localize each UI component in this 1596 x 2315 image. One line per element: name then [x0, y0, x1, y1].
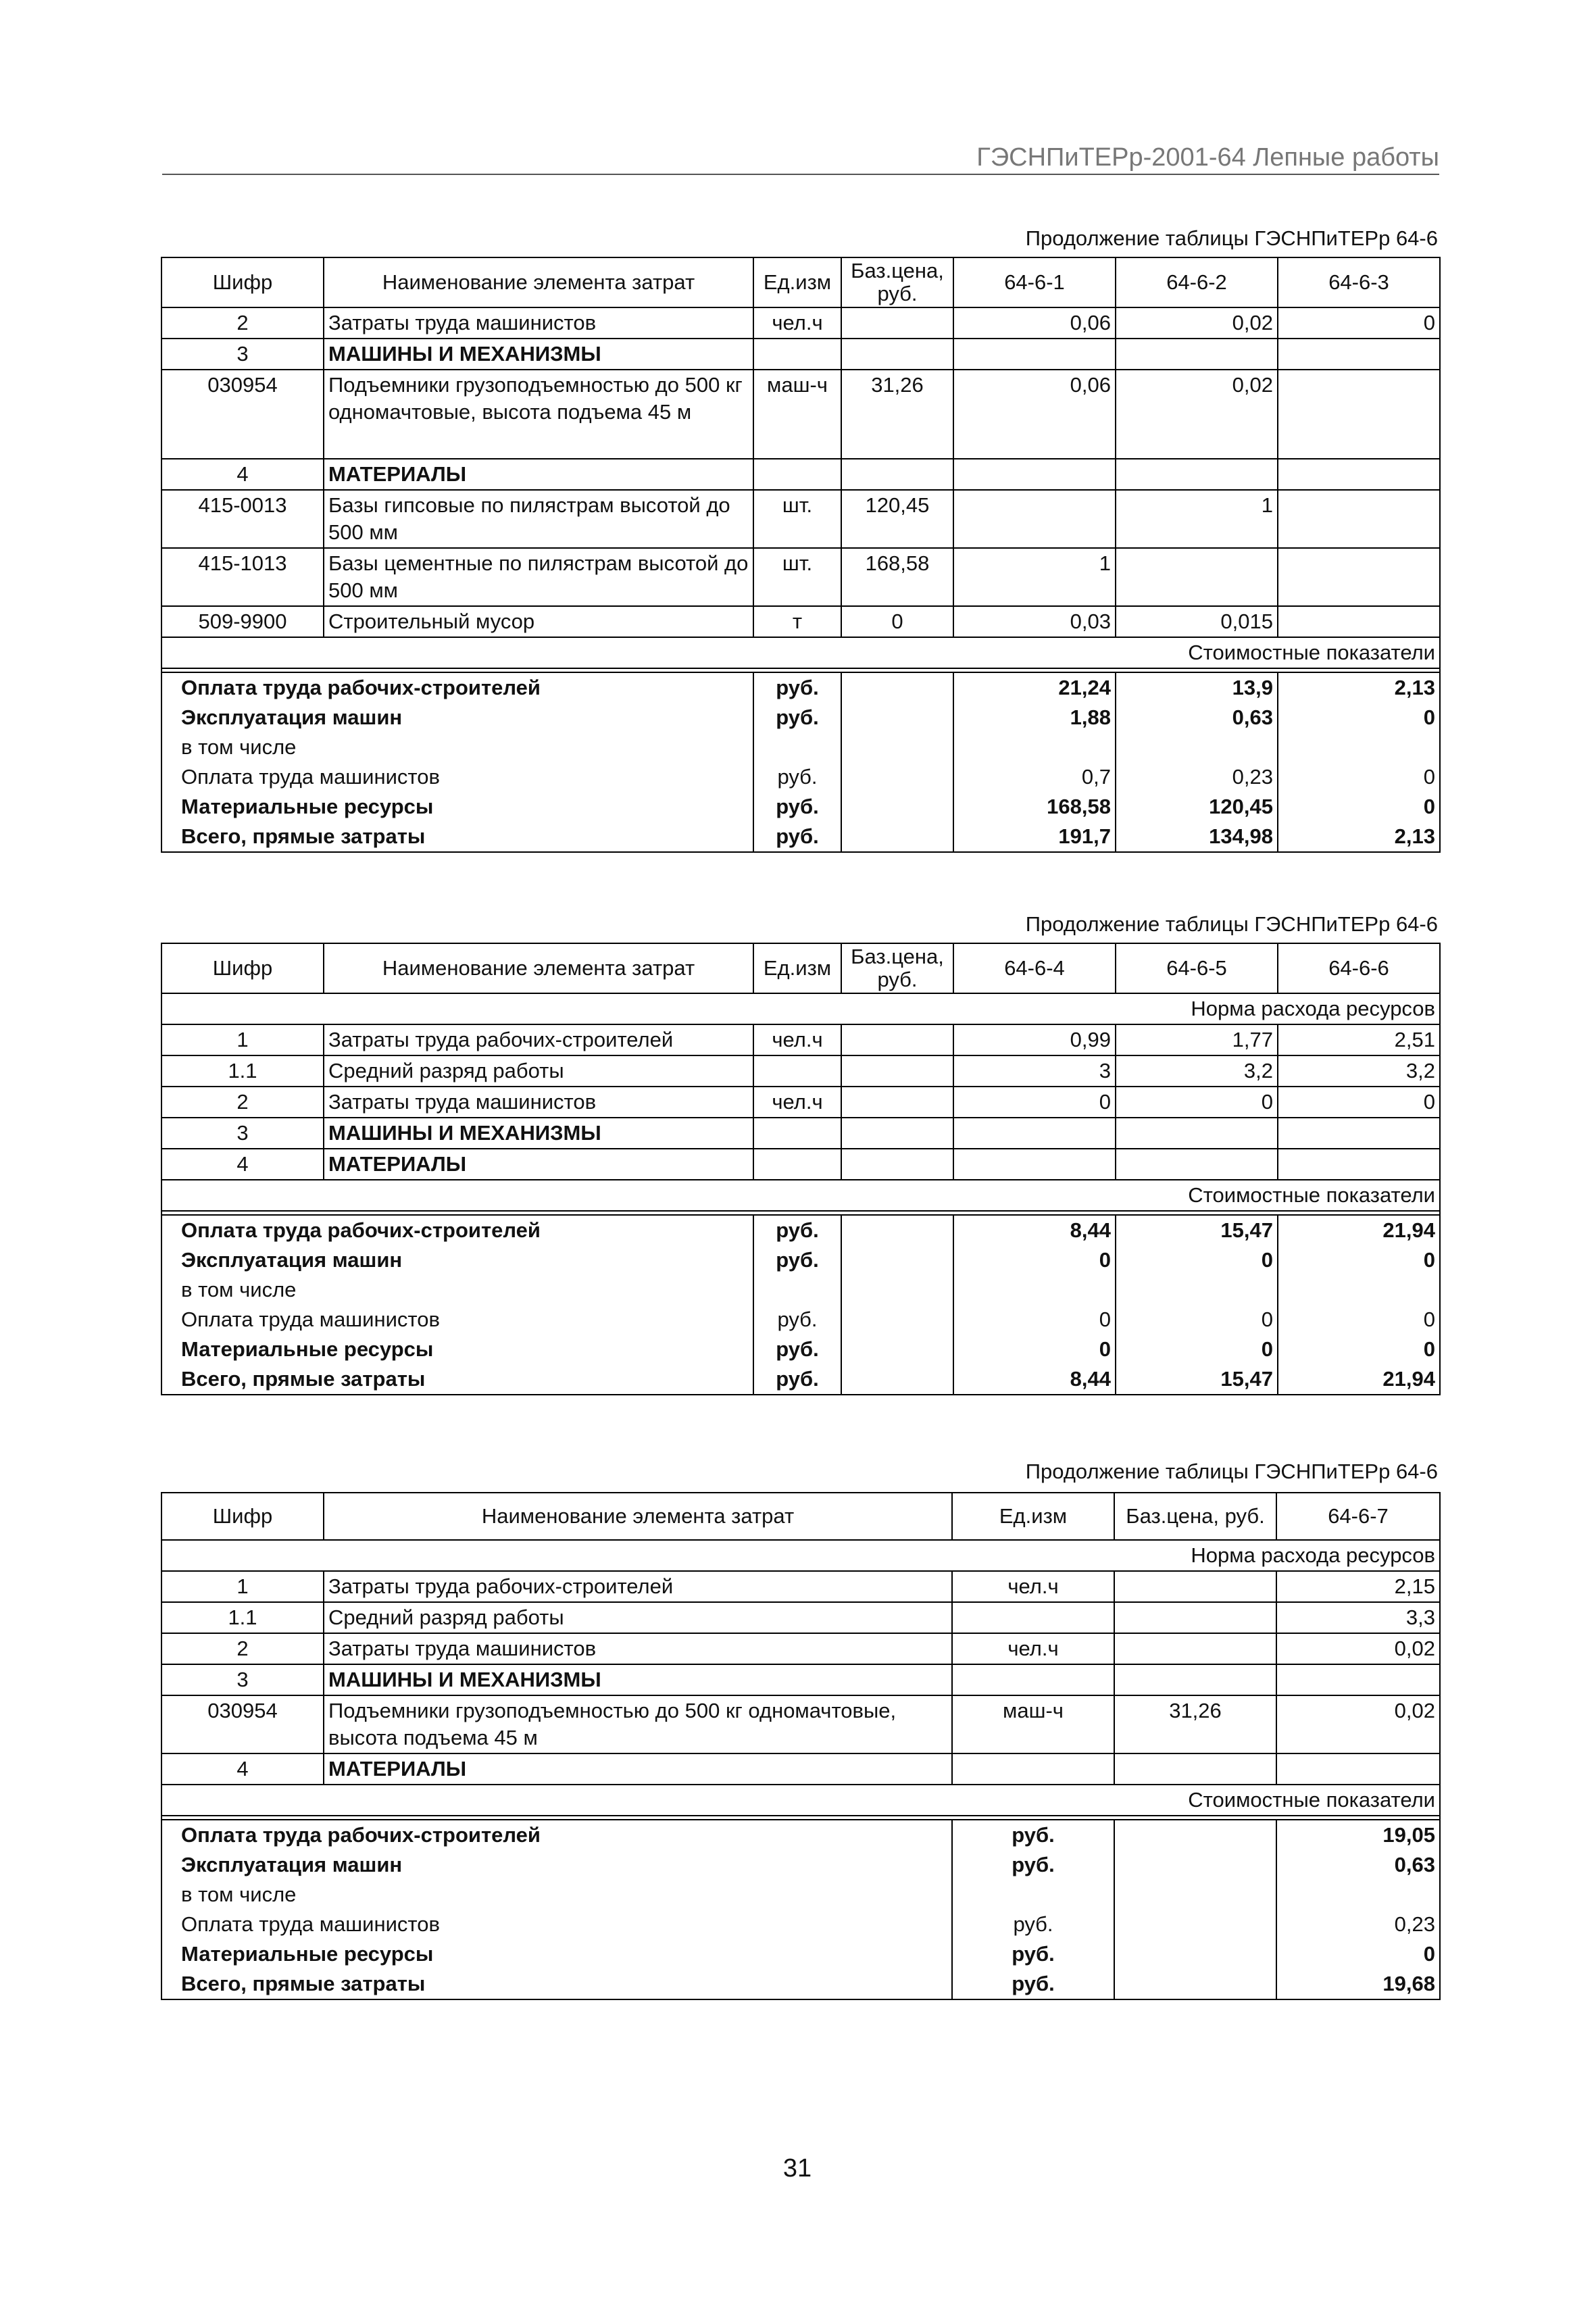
col-header-unit: Ед.изм [753, 943, 841, 993]
empty-cell [841, 762, 953, 792]
cost-unit: руб. [753, 792, 841, 822]
price-cell [841, 1024, 953, 1055]
value-cell [1278, 548, 1440, 606]
code-cell: 030954 [161, 370, 324, 459]
code-cell: 030954 [161, 1695, 324, 1753]
value-cell: 0,02 [1116, 307, 1278, 339]
norm-label-row [161, 1540, 1440, 1571]
cost-row [161, 703, 1440, 732]
col-header-unit: Ед.изм [753, 257, 841, 307]
price-cell [841, 1087, 953, 1118]
col-header-64-6-3: 64-6-3 [1278, 257, 1440, 307]
cost-label: Оплата труда машинистов [161, 762, 753, 792]
col-header-64-6-5: 64-6-5 [1116, 943, 1278, 993]
cost-label: Материальные ресурсы [161, 1335, 753, 1364]
col-header-name: Наименование элемента затрат [324, 1493, 952, 1540]
cost-value [953, 1275, 1116, 1305]
price-cell [841, 339, 953, 370]
value-cell [953, 1149, 1116, 1180]
cost-value: 120,45 [1116, 792, 1278, 822]
cost-label: в том числе [161, 1880, 952, 1910]
page-number: 31 [782, 2154, 812, 2183]
name-cell: Средний разряд работы [324, 1602, 952, 1633]
cost-value: 21,94 [1278, 1215, 1440, 1245]
cost-label: Эксплуатация машин [161, 1245, 753, 1275]
cost-value: 134,98 [1116, 822, 1278, 852]
cost-indicators-label: Стоимостные показатели [161, 637, 1440, 668]
table1 [161, 257, 1441, 853]
cost-value: 13,9 [1116, 672, 1278, 703]
table-row [161, 1024, 1440, 1055]
price-cell: 168,58 [841, 548, 953, 606]
running-header: ГЭСНПиТЕРр-2001-64 Лепные работы [162, 143, 1439, 175]
section-title: МАШИНЫ И МЕХАНИЗМЫ [324, 1664, 952, 1695]
empty-cell [841, 792, 953, 822]
cost-value [1278, 732, 1440, 762]
cost-unit: руб. [952, 1969, 1114, 1999]
empty-cell [841, 672, 953, 703]
code-cell: 2 [161, 307, 324, 339]
value-cell: 0 [1116, 1087, 1278, 1118]
table-row [161, 1695, 1440, 1753]
unit-cell [952, 1602, 1114, 1633]
cost-label: Всего, прямые затраты [161, 1364, 753, 1395]
cost-label: Оплата труда рабочих-строителей [161, 672, 753, 703]
section-label-row [161, 1180, 1440, 1211]
price-cell [1114, 1633, 1276, 1664]
value-cell: 0,03 [953, 606, 1116, 637]
code-cell: 3 [161, 1664, 324, 1695]
name-cell: Средний разряд работы [324, 1055, 753, 1087]
cost-value [1278, 1275, 1440, 1305]
unit-cell: чел.ч [753, 1024, 841, 1055]
cost-row [161, 792, 1440, 822]
section-label-row [161, 1785, 1440, 1816]
code-cell: 1.1 [161, 1055, 324, 1087]
cost-label: Эксплуатация машин [161, 1850, 952, 1880]
value-cell [1278, 370, 1440, 459]
table-row [161, 1633, 1440, 1664]
value-cell: 0,015 [1116, 606, 1278, 637]
cost-label: Всего, прямые затраты [161, 822, 753, 852]
cost-value [1116, 732, 1278, 762]
cost-unit: руб. [952, 1939, 1114, 1969]
cost-value [1276, 1880, 1440, 1910]
table2-caption: Продолжение таблицы ГЭСНПиТЕРр 64-6 [1025, 912, 1438, 936]
col-header-code: Шифр [161, 1493, 324, 1540]
unit-cell [753, 1118, 841, 1149]
value-cell: 0,02 [1276, 1695, 1440, 1753]
table-row [161, 606, 1440, 637]
cost-row [161, 672, 1440, 703]
table3-header-row [161, 1493, 1440, 1540]
table-row [161, 1149, 1440, 1180]
cost-value: 0 [1278, 1305, 1440, 1335]
col-header-64-6-4: 64-6-4 [953, 943, 1116, 993]
empty-cell [1114, 1880, 1276, 1910]
cost-unit: руб. [753, 1245, 841, 1275]
cost-value: 0,23 [1276, 1910, 1440, 1939]
cost-unit: руб. [753, 822, 841, 852]
cost-indicators-label: Стоимостные показатели [161, 1180, 1440, 1211]
price-cell: 31,26 [1114, 1695, 1276, 1753]
empty-cell [841, 822, 953, 852]
col-header-64-6-1: 64-6-1 [953, 257, 1116, 307]
norm-label: Норма расхода ресурсов [161, 1540, 1440, 1571]
name-cell: Затраты труда рабочих-строителей [324, 1571, 952, 1602]
price-cell [1114, 1664, 1276, 1695]
norm-label-row [161, 993, 1440, 1024]
unit-cell [753, 1149, 841, 1180]
cost-row [161, 1820, 1440, 1850]
unit-cell [753, 1055, 841, 1087]
cost-value: 8,44 [953, 1364, 1116, 1395]
cost-row [161, 1364, 1440, 1395]
price-cell [1114, 1753, 1276, 1785]
cost-label: в том числе [161, 1275, 753, 1305]
cost-value: 168,58 [953, 792, 1116, 822]
code-cell: 415-1013 [161, 548, 324, 606]
value-cell [1278, 1118, 1440, 1149]
code-cell: 4 [161, 459, 324, 490]
cost-row [161, 1969, 1440, 1999]
unit-cell [753, 459, 841, 490]
empty-cell [841, 1245, 953, 1275]
cost-value: 0 [1278, 1335, 1440, 1364]
cost-indicators-label: Стоимостные показатели [161, 1785, 1440, 1816]
value-cell: 0,99 [953, 1024, 1116, 1055]
value-cell [1116, 1149, 1278, 1180]
table-row [161, 548, 1440, 606]
unit-cell: чел.ч [753, 1087, 841, 1118]
value-cell: 2,15 [1276, 1571, 1440, 1602]
empty-cell [841, 1215, 953, 1245]
value-cell [953, 1118, 1116, 1149]
cost-value: 21,94 [1278, 1364, 1440, 1395]
name-cell: Строительный мусор [324, 606, 753, 637]
price-cell [1114, 1571, 1276, 1602]
cost-unit [952, 1880, 1114, 1910]
code-cell: 509-9900 [161, 606, 324, 637]
empty-cell [841, 732, 953, 762]
value-cell [1116, 339, 1278, 370]
price-cell [1114, 1602, 1276, 1633]
unit-cell [952, 1753, 1114, 1785]
cost-unit: руб. [753, 1305, 841, 1335]
table-row [161, 459, 1440, 490]
cost-label: Всего, прямые затраты [161, 1969, 952, 1999]
col-header-name: Наименование элемента затрат [324, 943, 753, 993]
table-row [161, 1571, 1440, 1602]
table-row [161, 1118, 1440, 1149]
value-cell [1116, 548, 1278, 606]
col-header-code: Шифр [161, 943, 324, 993]
cost-value: 0 [1278, 1245, 1440, 1275]
section-label-row [161, 637, 1440, 668]
col-header-price: Баз.цена, руб. [841, 943, 953, 993]
unit-cell: т [753, 606, 841, 637]
table1-header-row [161, 257, 1440, 307]
section-title: МАШИНЫ И МЕХАНИЗМЫ [324, 1118, 753, 1149]
value-cell [1276, 1664, 1440, 1695]
table3-caption: Продолжение таблицы ГЭСНПиТЕРр 64-6 [1025, 1460, 1438, 1483]
cost-value: 0 [953, 1305, 1116, 1335]
empty-cell [841, 1275, 953, 1305]
name-cell: Подъемники грузоподъемностью до 500 кг одномачтовые, высота подъема 45 м [324, 370, 753, 459]
table-row [161, 307, 1440, 339]
cost-value: 19,05 [1276, 1820, 1440, 1850]
code-cell: 3 [161, 1118, 324, 1149]
empty-cell [1114, 1939, 1276, 1969]
value-cell: 0 [953, 1087, 1116, 1118]
price-cell: 0 [841, 606, 953, 637]
cost-value [1116, 1275, 1278, 1305]
table-row [161, 490, 1440, 548]
cost-label: Оплата труда машинистов [161, 1910, 952, 1939]
table2-header-row [161, 943, 1440, 993]
table1-caption: Продолжение таблицы ГЭСНПиТЕРр 64-6 [1025, 226, 1438, 250]
cost-value: 0,63 [1116, 703, 1278, 732]
col-header-64-6-7: 64-6-7 [1276, 1493, 1440, 1540]
name-cell: Базы гипсовые по пилястрам высотой до 500 мм [324, 490, 753, 548]
cost-unit: руб. [753, 762, 841, 792]
cost-value: 1,88 [953, 703, 1116, 732]
cost-unit: руб. [753, 672, 841, 703]
value-cell [1278, 1149, 1440, 1180]
value-cell: 1 [953, 548, 1116, 606]
value-cell [1276, 1753, 1440, 1785]
code-cell: 1 [161, 1571, 324, 1602]
value-cell: 3,3 [1276, 1602, 1440, 1633]
value-cell: 0 [1278, 307, 1440, 339]
empty-cell [841, 1364, 953, 1395]
cost-value: 0 [1278, 762, 1440, 792]
value-cell [1278, 490, 1440, 548]
value-cell: 3,2 [1116, 1055, 1278, 1087]
col-header-price: Баз.цена, руб. [1114, 1493, 1276, 1540]
code-cell: 3 [161, 339, 324, 370]
cost-value: 0 [1116, 1245, 1278, 1275]
cost-value: 0 [1116, 1305, 1278, 1335]
cost-unit: руб. [952, 1850, 1114, 1880]
table-row [161, 1602, 1440, 1633]
unit-cell [952, 1664, 1114, 1695]
value-cell [1116, 1118, 1278, 1149]
section-title: МАТЕРИАЛЫ [324, 1753, 952, 1785]
name-cell: Затраты труда машинистов [324, 1087, 753, 1118]
cost-value: 2,13 [1278, 822, 1440, 852]
value-cell [1278, 606, 1440, 637]
cost-row [161, 732, 1440, 762]
col-header-64-6-2: 64-6-2 [1116, 257, 1278, 307]
cost-label: Оплата труда рабочих-строителей [161, 1215, 753, 1245]
name-cell: Затраты труда машинистов [324, 1633, 952, 1664]
unit-cell: маш-ч [952, 1695, 1114, 1753]
value-cell: 0,06 [953, 370, 1116, 459]
cost-label: Материальные ресурсы [161, 1939, 952, 1969]
code-cell: 4 [161, 1149, 324, 1180]
value-cell: 0 [1278, 1087, 1440, 1118]
cost-row [161, 1275, 1440, 1305]
cost-unit: руб. [952, 1820, 1114, 1850]
empty-cell [841, 703, 953, 732]
unit-cell: шт. [753, 548, 841, 606]
cost-row [161, 1910, 1440, 1939]
table-row [161, 370, 1440, 459]
code-cell: 2 [161, 1633, 324, 1664]
table-row [161, 339, 1440, 370]
col-header-name: Наименование элемента затрат [324, 257, 753, 307]
cost-row [161, 1880, 1440, 1910]
cost-row [161, 822, 1440, 852]
cost-unit [753, 732, 841, 762]
name-cell: Затраты труда рабочих-строителей [324, 1024, 753, 1055]
col-header-price: Баз.цена, руб. [841, 257, 953, 307]
price-cell: 120,45 [841, 490, 953, 548]
cost-value: 0,23 [1116, 762, 1278, 792]
code-cell: 4 [161, 1753, 324, 1785]
value-cell: 3 [953, 1055, 1116, 1087]
table2 [161, 943, 1441, 1395]
col-header-code: Шифр [161, 257, 324, 307]
cost-value: 0,63 [1276, 1850, 1440, 1880]
norm-label: Норма расхода ресурсов [161, 993, 1440, 1024]
price-cell [841, 1055, 953, 1087]
code-cell: 1.1 [161, 1602, 324, 1633]
code-cell: 415-0013 [161, 490, 324, 548]
price-cell [841, 459, 953, 490]
col-header-unit: Ед.изм [952, 1493, 1114, 1540]
section-title: МАТЕРИАЛЫ [324, 459, 753, 490]
value-cell [953, 490, 1116, 548]
value-cell: 1 [1116, 490, 1278, 548]
cost-row [161, 762, 1440, 792]
table-row [161, 1664, 1440, 1695]
cost-value: 0 [1278, 703, 1440, 732]
cost-row [161, 1335, 1440, 1364]
unit-cell: маш-ч [753, 370, 841, 459]
value-cell [953, 339, 1116, 370]
cost-row [161, 1939, 1440, 1969]
section-title: МАТЕРИАЛЫ [324, 1149, 753, 1180]
cost-value: 0 [1276, 1939, 1440, 1969]
unit-cell: чел.ч [753, 307, 841, 339]
cost-unit: руб. [952, 1910, 1114, 1939]
cost-value: 0 [1116, 1335, 1278, 1364]
cost-label: Оплата труда рабочих-строителей [161, 1820, 952, 1850]
cost-row [161, 1215, 1440, 1245]
cost-value: 19,68 [1276, 1969, 1440, 1999]
name-cell: Затраты труда машинистов [324, 307, 753, 339]
value-cell: 2,51 [1278, 1024, 1440, 1055]
cost-value: 191,7 [953, 822, 1116, 852]
value-cell [1116, 459, 1278, 490]
cost-value: 0 [1278, 792, 1440, 822]
value-cell [953, 459, 1116, 490]
cost-row [161, 1245, 1440, 1275]
code-cell: 1 [161, 1024, 324, 1055]
value-cell: 0,02 [1116, 370, 1278, 459]
cost-value [953, 732, 1116, 762]
cost-unit: руб. [753, 703, 841, 732]
cost-value: 2,13 [1278, 672, 1440, 703]
table3 [161, 1492, 1441, 2000]
value-cell [1278, 459, 1440, 490]
empty-cell [1114, 1969, 1276, 1999]
cost-unit: руб. [753, 1364, 841, 1395]
value-cell: 1,77 [1116, 1024, 1278, 1055]
cost-value: 0 [953, 1245, 1116, 1275]
cost-value: 15,47 [1116, 1215, 1278, 1245]
cost-value: 15,47 [1116, 1364, 1278, 1395]
empty-cell [841, 1305, 953, 1335]
cost-row [161, 1305, 1440, 1335]
empty-cell [841, 1335, 953, 1364]
cost-value: 8,44 [953, 1215, 1116, 1245]
value-cell: 0,02 [1276, 1633, 1440, 1664]
cost-label: Материальные ресурсы [161, 792, 753, 822]
col-header-64-6-6: 64-6-6 [1278, 943, 1440, 993]
table-row [161, 1087, 1440, 1118]
value-cell: 3,2 [1278, 1055, 1440, 1087]
cost-value: 21,24 [953, 672, 1116, 703]
cost-unit: руб. [753, 1335, 841, 1364]
price-cell [841, 1118, 953, 1149]
table-row [161, 1055, 1440, 1087]
name-cell: Подъемники грузоподъемностью до 500 кг одномачтовые, высота подъема 45 м [324, 1695, 952, 1753]
value-cell: 0,06 [953, 307, 1116, 339]
cost-value: 0,7 [953, 762, 1116, 792]
cost-label: Оплата труда машинистов [161, 1305, 753, 1335]
unit-cell: чел.ч [952, 1571, 1114, 1602]
empty-cell [1114, 1820, 1276, 1850]
unit-cell: чел.ч [952, 1633, 1114, 1664]
price-cell [841, 1149, 953, 1180]
empty-cell [1114, 1910, 1276, 1939]
unit-cell: шт. [753, 490, 841, 548]
cost-row [161, 1850, 1440, 1880]
cost-value: 0 [953, 1335, 1116, 1364]
price-cell: 31,26 [841, 370, 953, 459]
cost-label: Эксплуатация машин [161, 703, 753, 732]
price-cell [841, 307, 953, 339]
cost-unit: руб. [753, 1215, 841, 1245]
cost-unit [753, 1275, 841, 1305]
name-cell: Базы цементные по пилястрам высотой до 500 мм [324, 548, 753, 606]
empty-cell [1114, 1850, 1276, 1880]
code-cell: 2 [161, 1087, 324, 1118]
cost-label: в том числе [161, 732, 753, 762]
section-title: МАШИНЫ И МЕХАНИЗМЫ [324, 339, 753, 370]
unit-cell [753, 339, 841, 370]
value-cell [1278, 339, 1440, 370]
table-row [161, 1753, 1440, 1785]
